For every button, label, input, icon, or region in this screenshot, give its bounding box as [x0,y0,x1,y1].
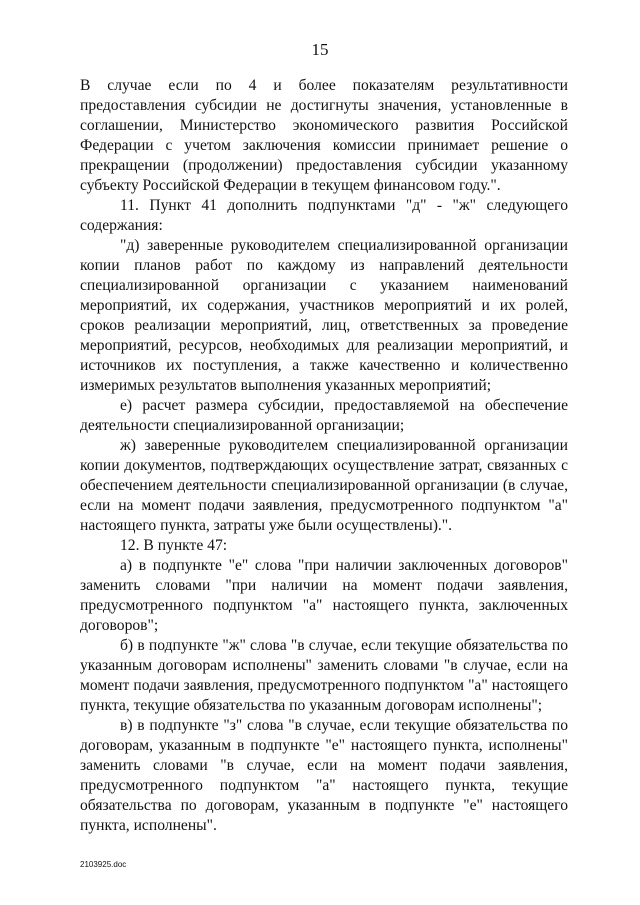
paragraph-subitem-d: "д) заверенные руководителем специализированной организации копии планов работ по каждому из направлений деятельности специализированной организации с указанием наименований мероприятий, их содержания, участников мероприятий и их ролей, сроков реализации мероприятий, лиц, ответственных за проведение мероприятий, ресурсов, необходимых для реализации мероприятий, и источников их поступления, а также качественно и количественно измеримых результатов выполнения указанных мероприятий; [80,237,568,394]
paragraph-item-11: 11. Пункт 41 дополнить подпунктами "д" - "ж" следующего содержания: [80,197,568,234]
paragraph-item-12-b: б) в подпункте "ж" слова "в случае, если текущие обязательства по указанным договорам исполнены" заменить словами "в случае, если на момент подачи заявления, предусмотренного подпунктом "а" настоящего пункта, текущие обязательства по указанным договорам исполнены"; [80,637,568,714]
document-body [80,76,568,836]
footer-filename: 2103925.doc [80,860,127,869]
paragraph-item-12: 12. В пункте 47: [120,537,228,554]
paragraph-item-12-v: в) в подпункте "з" слова "в случае, если текущие обязательства по договорам, указанным в подпункте "е" настоящего пункта, исполнены" заменить словами "в случае, если на момент подачи заявления, предусмотренного подпунктом "а" настоящего пункта, текущие обязательства по договорам, указанным в подпункте "е" настоящего пункта, исполнены". [80,717,568,834]
paragraph-subitem-e: е) расчет размера субсидии, предоставляемой на обеспечение деятельности специализированной организации; [80,397,568,434]
page-number: 15 [311,40,329,59]
paragraph-subitem-zh: ж) заверенные руководителем специализированной организации копии документов, подтверждающих осуществление затрат, связанных с обеспечением деятельности специализированной организации (в случае, если на момент подачи заявления, предусмотренного подпунктом "а" настоящего пункта, затраты уже были осуществлены).". [80,437,568,534]
paragraph-evaluation-clause: В случае если по 4 и более показателям результативности предоставления субсидии не достигнуты значения, установленные в соглашении, Министерство экономического развития Российской Федерации с учетом заключения комиссии принимает решение о прекращении (продолжении) предоставления субсидии указанному субъекту Российской Федерации в текущем финансовом году.". [80,77,568,194]
paragraph-item-12-a: а) в подпункте "е" слова "при наличии заключенных договоров" заменить словами "при наличии на момент подачи заявления, предусмотренного подпунктом "а" настоящего пункта, заключенных договоров"; [80,557,568,634]
